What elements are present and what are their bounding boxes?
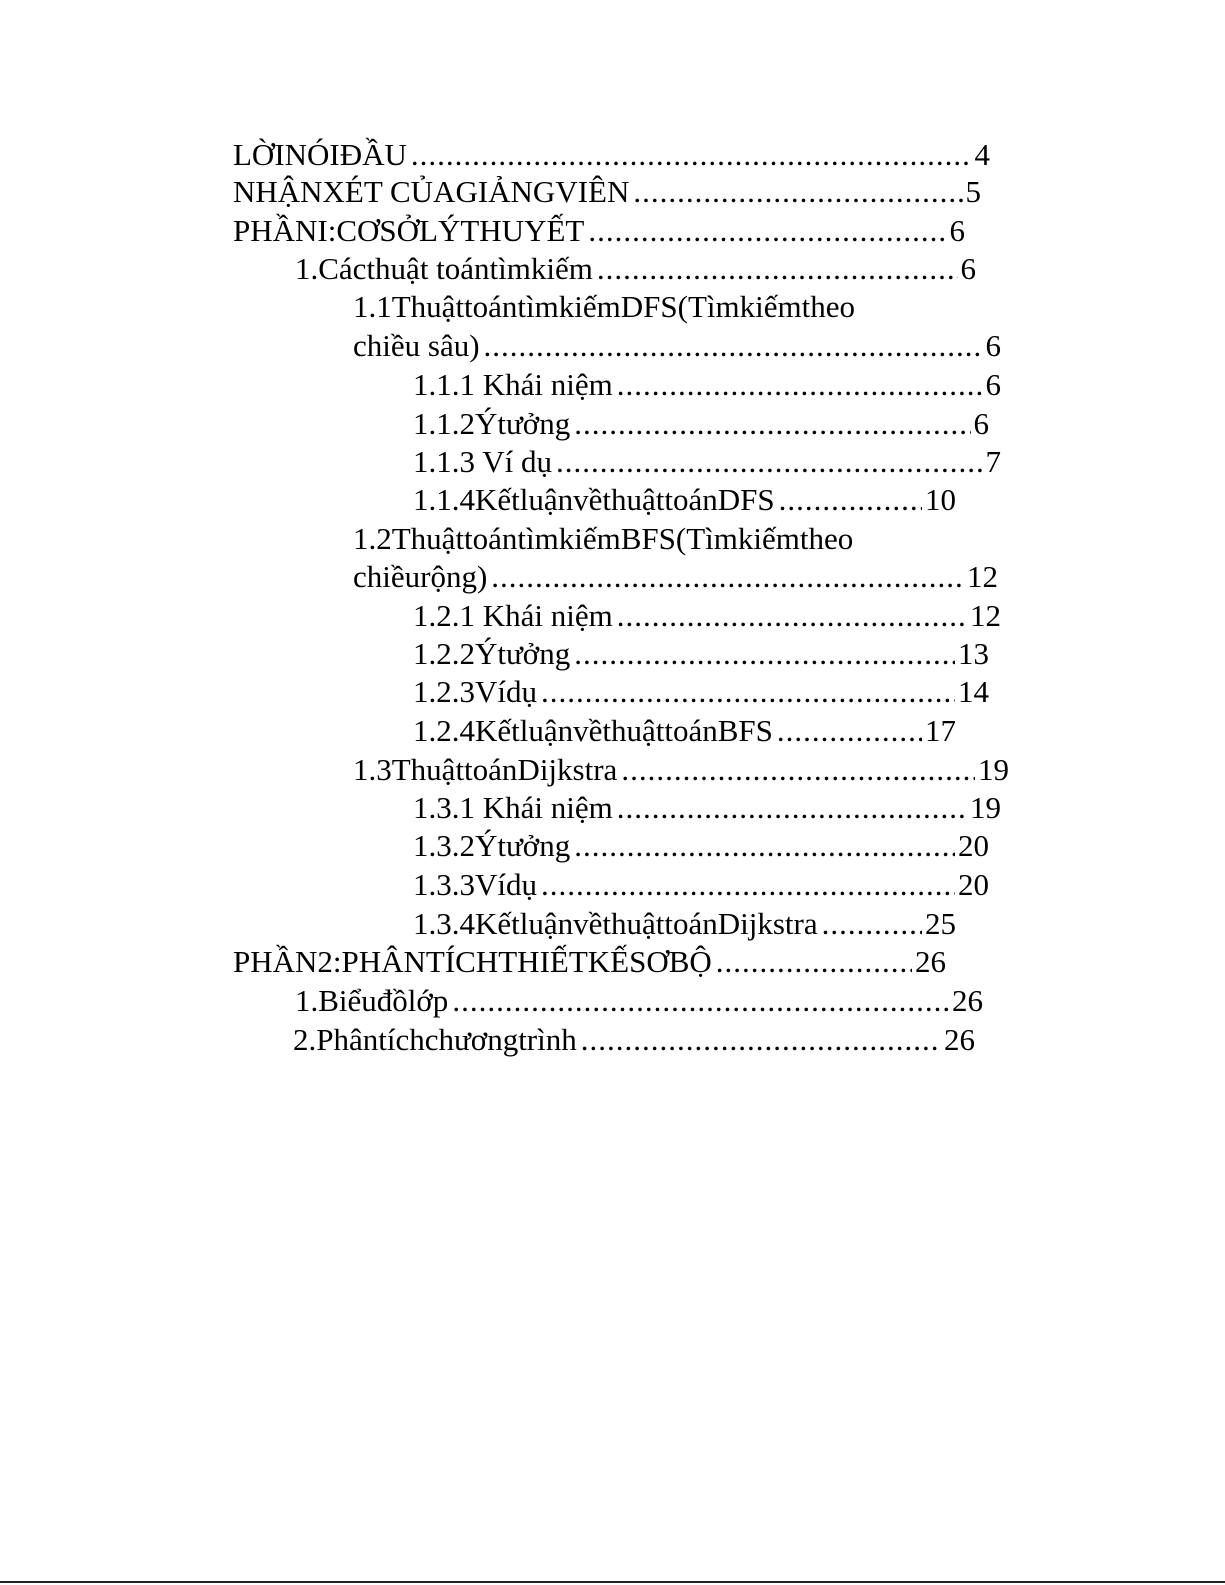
dot-leader — [777, 712, 922, 750]
toc-page-number: 12 — [967, 559, 998, 594]
toc-entry-label: PHẦN2:PHÂNTÍCHTHIẾTKẾSƠBỘ — [233, 944, 712, 979]
dot-leader — [574, 405, 970, 443]
toc-page-number: 19 — [970, 790, 1001, 825]
toc-entry-label: 1.3.4KếtluậnvềthuậttoánDijkstra — [413, 906, 818, 941]
toc-entry-1-1-3[interactable] — [413, 443, 1001, 481]
toc-entry-label: 1.1.2Ýtưởng — [413, 406, 571, 441]
toc-entry-1-2-2[interactable] — [413, 635, 989, 673]
toc-page-number: 5 — [965, 174, 981, 209]
dot-leader — [779, 481, 922, 519]
dot-leader — [822, 905, 922, 943]
toc-entry-loi-noi-dau[interactable] — [233, 136, 990, 174]
toc-entry-label: 1.1ThuậttoántìmkiếmDFS(Tìmkiếmtheo — [353, 289, 855, 324]
dot-leader — [452, 982, 949, 1020]
toc-entry-label: 1.2.2Ýtưởng — [413, 636, 571, 671]
toc-entry-label: PHẦNI:CƠSỞLÝTHUYẾT — [233, 213, 585, 248]
dot-leader — [617, 789, 967, 827]
toc-page-number: 26 — [944, 1022, 975, 1057]
toc-entry-label: 1.2.4KếtluậnvềthuậttoánBFS — [413, 713, 773, 748]
toc-entry-1-1-line1[interactable] — [353, 288, 855, 326]
toc-entry-1-2-line1[interactable] — [353, 520, 853, 558]
toc-entry-1-3[interactable] — [353, 751, 1009, 789]
toc-entry-phan-2[interactable] — [233, 943, 946, 981]
toc-entry-nhan-xet[interactable] — [233, 173, 981, 211]
toc-entry-label: 1.3.1 Khái niệm — [413, 790, 613, 825]
toc-page-number: 19 — [978, 752, 1009, 787]
dot-leader — [633, 173, 962, 211]
toc-page-number: 6 — [985, 367, 1001, 402]
dot-leader — [574, 635, 955, 673]
toc-entry-1-2-3[interactable] — [413, 673, 989, 711]
dot-leader — [541, 866, 955, 904]
toc-entry-label: 1.Biểuđồlớp — [295, 983, 449, 1018]
toc-page-number: 20 — [958, 828, 989, 863]
toc-entry-label: 1.3ThuậttoánDijkstra — [353, 752, 618, 787]
toc-entry-label: 1.3.3Vídụ — [413, 867, 537, 902]
toc-page-number: 6 — [949, 213, 965, 248]
toc-entry-label: 1.Cácthuật toántìmkiếm — [295, 251, 593, 286]
toc-page-number: 14 — [958, 674, 989, 709]
dot-leader — [617, 366, 983, 404]
dot-leader — [581, 1021, 941, 1059]
toc-page-number: 7 — [985, 444, 1001, 479]
toc-entry-label: 1.1.1 Khái niệm — [413, 367, 613, 402]
toc-entry-label: NHẬNXÉT CỦAGIẢNGVIÊN — [233, 174, 630, 209]
dot-leader — [484, 327, 983, 365]
dot-leader — [556, 443, 983, 481]
dot-leader — [621, 751, 975, 789]
toc-page-number: 6 — [960, 251, 976, 286]
toc-page-number: 13 — [958, 636, 989, 671]
toc-page-number: 6 — [985, 328, 1001, 363]
toc-entry-label: 1.1.4KếtluậnvềthuậttoánDFS — [413, 482, 775, 517]
toc-entry-1-3-1[interactable] — [413, 789, 1001, 827]
toc-page-number: 20 — [958, 867, 989, 902]
toc-entry-phan-1[interactable] — [233, 212, 965, 250]
toc-entry-1-1-2[interactable] — [413, 405, 989, 443]
toc-page-number: 17 — [925, 713, 956, 748]
toc-page-number: 6 — [973, 406, 989, 441]
page-bottom-divider — [0, 1581, 1225, 1583]
dot-leader — [411, 136, 972, 174]
toc-entry-1-3-3[interactable] — [413, 866, 989, 904]
toc-entry-label: chiềurộng) — [353, 559, 488, 594]
toc-entry-label: 1.3.2Ýtưởng — [413, 828, 571, 863]
dot-leader — [541, 673, 955, 711]
dot-leader — [597, 250, 958, 288]
toc-entry-label: chiều sâu) — [353, 328, 480, 363]
toc-entry-1-2-1[interactable] — [413, 597, 1001, 635]
toc-entry-1-1-4[interactable] — [413, 481, 956, 519]
toc-entry-label: 1.1.3 Ví dụ — [413, 444, 552, 479]
toc-page-number: 26 — [952, 983, 983, 1018]
toc-entry-1-3-2[interactable] — [413, 827, 989, 865]
toc-page-number: 26 — [915, 944, 946, 979]
toc-entry-2-2[interactable] — [293, 1021, 975, 1059]
toc-entry-1-1-1[interactable] — [413, 366, 1001, 404]
toc-entry-1-1-line2[interactable] — [353, 327, 1001, 365]
toc-entry-1-2-4[interactable] — [413, 712, 956, 750]
toc-entry-label: 1.2.1 Khái niệm — [413, 598, 613, 633]
dot-leader — [574, 827, 955, 865]
dot-leader — [716, 943, 912, 981]
toc-entry-label: 1.2.3Vídụ — [413, 674, 537, 709]
toc-page-number: 25 — [925, 906, 956, 941]
toc-page-number: 4 — [974, 137, 990, 172]
toc-entry-1-3-4[interactable] — [413, 905, 956, 943]
toc-entry-1[interactable] — [295, 250, 976, 288]
toc-entry-label: 1.2ThuậttoántìmkiếmBFS(Tìmkiếmtheo — [353, 521, 854, 556]
dot-leader — [491, 558, 964, 596]
toc-entry-2-1[interactable] — [295, 982, 983, 1020]
toc-page-number: 12 — [970, 598, 1001, 633]
toc-entry-1-2-line2[interactable] — [353, 558, 998, 596]
toc-entry-label: 2.Phântíchchươngtrình — [293, 1022, 577, 1057]
toc-page-number: 10 — [925, 482, 956, 517]
toc-entry-label: LỜINÓIĐẦU — [233, 137, 407, 172]
dot-leader — [617, 597, 967, 635]
dot-leader — [588, 212, 946, 250]
